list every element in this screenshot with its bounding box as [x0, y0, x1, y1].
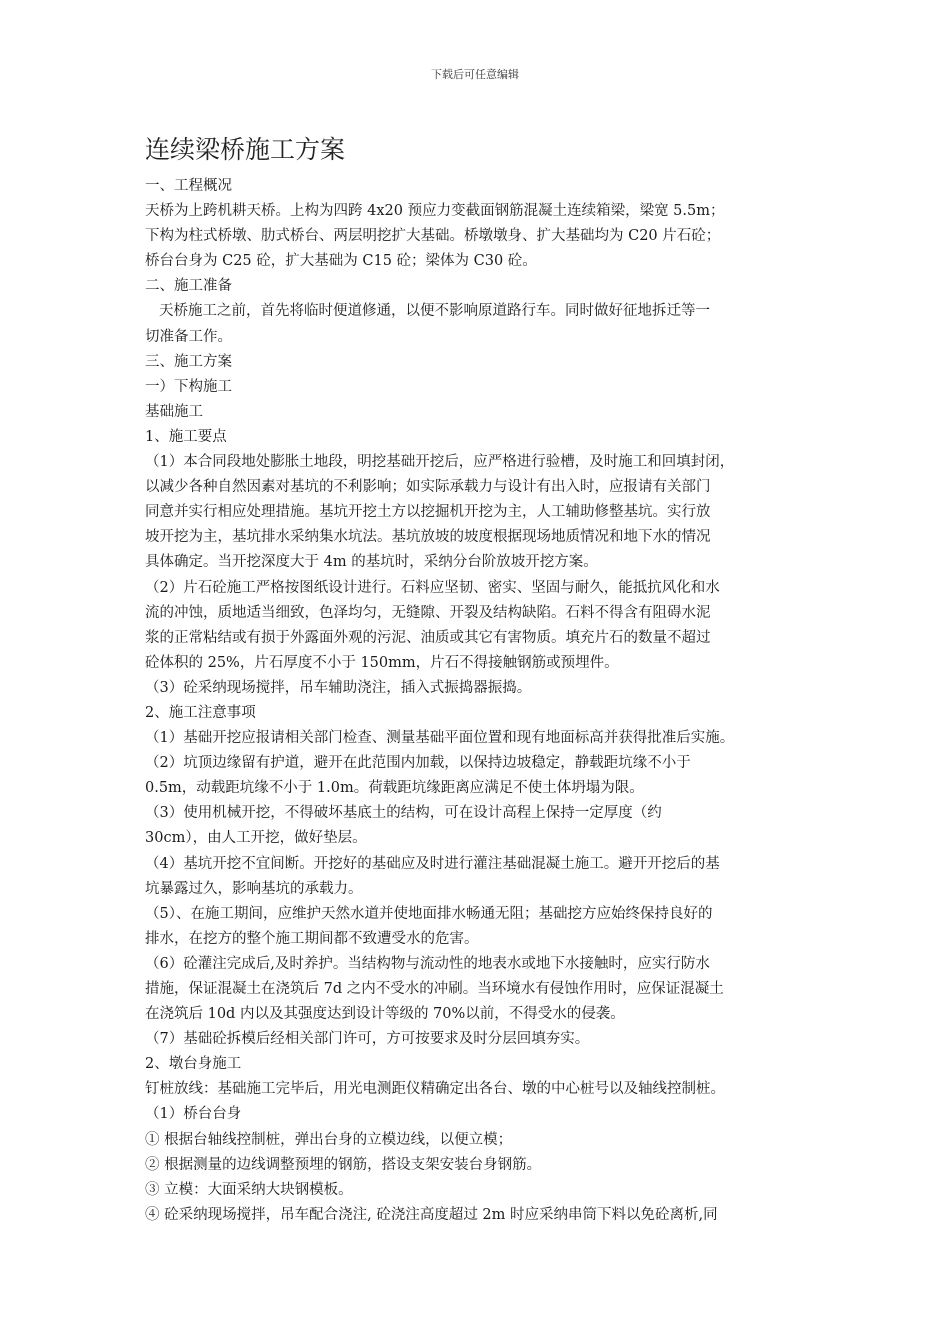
text-line: （7）基础砼拆模后经相关部门许可，方可按要求及时分层回填夯实。 [145, 1031, 590, 1048]
text-line: 30cm），由人工开挖，做好垫层。 [145, 830, 367, 847]
text-line: 三、施工方案 [145, 353, 232, 370]
text-line: （3）使用机械开挖，不得破坏基底土的结构，可在设计高程上保持一定厚度（约 [145, 805, 662, 822]
text-line: 2、施工注意事项 [145, 704, 256, 721]
text-line: 一、工程概况 [145, 178, 232, 194]
document-text [145, 174, 825, 1228]
text-line: （2）片石砼施工严格按图纸设计进行。石料应坚韧、密实、坚固与耐久，能抵抗风化和水 [145, 579, 720, 596]
text-line: （6）砼灌注完成后,及时养护。当结构物与流动性的地表水或地下水接触时，应实行防水 [145, 955, 710, 972]
text-line: （1）本合同段地处膨胀土地段，明挖基础开挖后，应严格进行验槽，及时施工和回填封闭， [145, 454, 735, 471]
text-line: 天桥施工之前，首先将临时便道修通，以便不影响原道路行车。同时做好征地拆迁等一 [159, 303, 710, 320]
text-line: 2、墩台身施工 [145, 1056, 242, 1073]
text-line: 一）下构施工 [145, 378, 232, 395]
text-line: 同意并实行相应处理措施。基坑开挖土方以挖掘机开挖为主，人工辅助修整基坑。实行放 [145, 504, 711, 521]
text-line: （1）桥台台身 [145, 1106, 242, 1123]
text-line: 砼体积的 25%，片石厚度不小于 150mm，片石不得接触钢筋或预埋件。 [145, 654, 619, 671]
text-line: 以减少各种自然因素对基坑的不利影响；如实际承载力与设计有出入时，应报请有关部门 [145, 479, 711, 496]
text-line: 二、施工准备 [145, 278, 232, 295]
text-line: 桥台台身为 C25 砼，扩大基础为 C15 砼；梁体为 C30 砼。 [145, 253, 537, 270]
text-line: 排水，在挖方的整个施工期间都不致遭受水的危害。 [145, 930, 479, 947]
text-line: ① 根据台轴线控制桩，弹出台身的立模边线，以便立模； [145, 1131, 513, 1148]
text-line: 下构为柱式桥墩、肋式桥台、两层明挖扩大基础。桥墩墩身、扩大基础均为 C20 片石砼； [145, 228, 721, 245]
text-line: ③ 立模：大面采纳大块钢模板。 [145, 1181, 353, 1198]
page-header-note: 下载后可任意编辑 [431, 68, 519, 81]
text-line: 切准备工作。 [145, 328, 232, 345]
text-line: 0.5m，动载距坑缘不小于 1.0m。荷载距坑缘距离应满足不使土体坍塌为限。 [145, 780, 644, 797]
text-line: 在浇筑后 10d 内以及其强度达到设计等级的 70%以前，不得受水的侵袭。 [145, 1006, 625, 1023]
text-line: （4）基坑开挖不宜间断。开挖好的基础应及时进行灌注基础混凝土施工。避开开挖后的基 [145, 855, 720, 872]
text-line: （1）基础开挖应报请相关部门检查、测量基础平面位置和现有地面标高并获得批准后实施。 [145, 730, 735, 747]
text-line: ④ 砼采纳现场搅拌，吊车配合浇注, 砼浇注高度超过 2m 时应采纳串筒下料以免砼离析,同 [145, 1206, 718, 1223]
text-line: ② 根据测量的边线调整预埋的钢筋，搭设支架安装台身钢筋。 [145, 1156, 542, 1173]
text-line: （5）、在施工期间，应维护天然水道并使地面排水畅通无阻；基础挖方应始终保持良好的 [145, 905, 713, 922]
text-line: （2）坑顶边缘留有护道，避开在此范围内加载，以保持边坡稳定，静载距坑缘不小于 [145, 755, 691, 772]
text-line: 浆的正常粘结或有损于外露面外观的污泥、油质或其它有害物质。填充片石的数量不超过 [145, 629, 711, 646]
text-line: 具体确定。当开挖深度大于 4m 的基坑时，采纳分台阶放坡开挖方案。 [145, 554, 598, 571]
text-line: 坡开挖为主，基坑排水采纳集水坑法。基坑放坡的坡度根据现场地质情况和地下水的情况 [145, 529, 711, 546]
document-body [145, 130, 825, 1228]
text-line: 天桥为上跨机耕天桥。上构为四跨 4x20 预应力变截面钢筋混凝土连续箱梁，梁宽 5.5m； [145, 203, 725, 220]
text-line: （3）砼采纳现场搅拌，吊车辅助浇注，插入式振捣器振捣。 [145, 679, 532, 696]
text-line: 坑暴露过久，影响基坑的承载力。 [145, 880, 363, 897]
text-line: 基础施工 [145, 403, 203, 420]
text-line: 措施，保证混凝土在浇筑后 7d 之内不受水的冲刷。当环境水有侵蚀作用时，应保证混凝土 [145, 981, 724, 997]
document-title: 连续梁桥施工方案 [145, 135, 346, 164]
text-line: 1、施工要点 [145, 428, 227, 445]
text-line: 钉桩放线：基础施工完毕后，用光电测距仪精确定出各台、墩的中心桩号以及轴线控制桩。 [145, 1081, 725, 1098]
text-line: 流的冲蚀，质地适当细致，色泽均匀，无缝隙、开裂及结构缺陷。石料不得含有阻碍水泥 [145, 604, 711, 621]
